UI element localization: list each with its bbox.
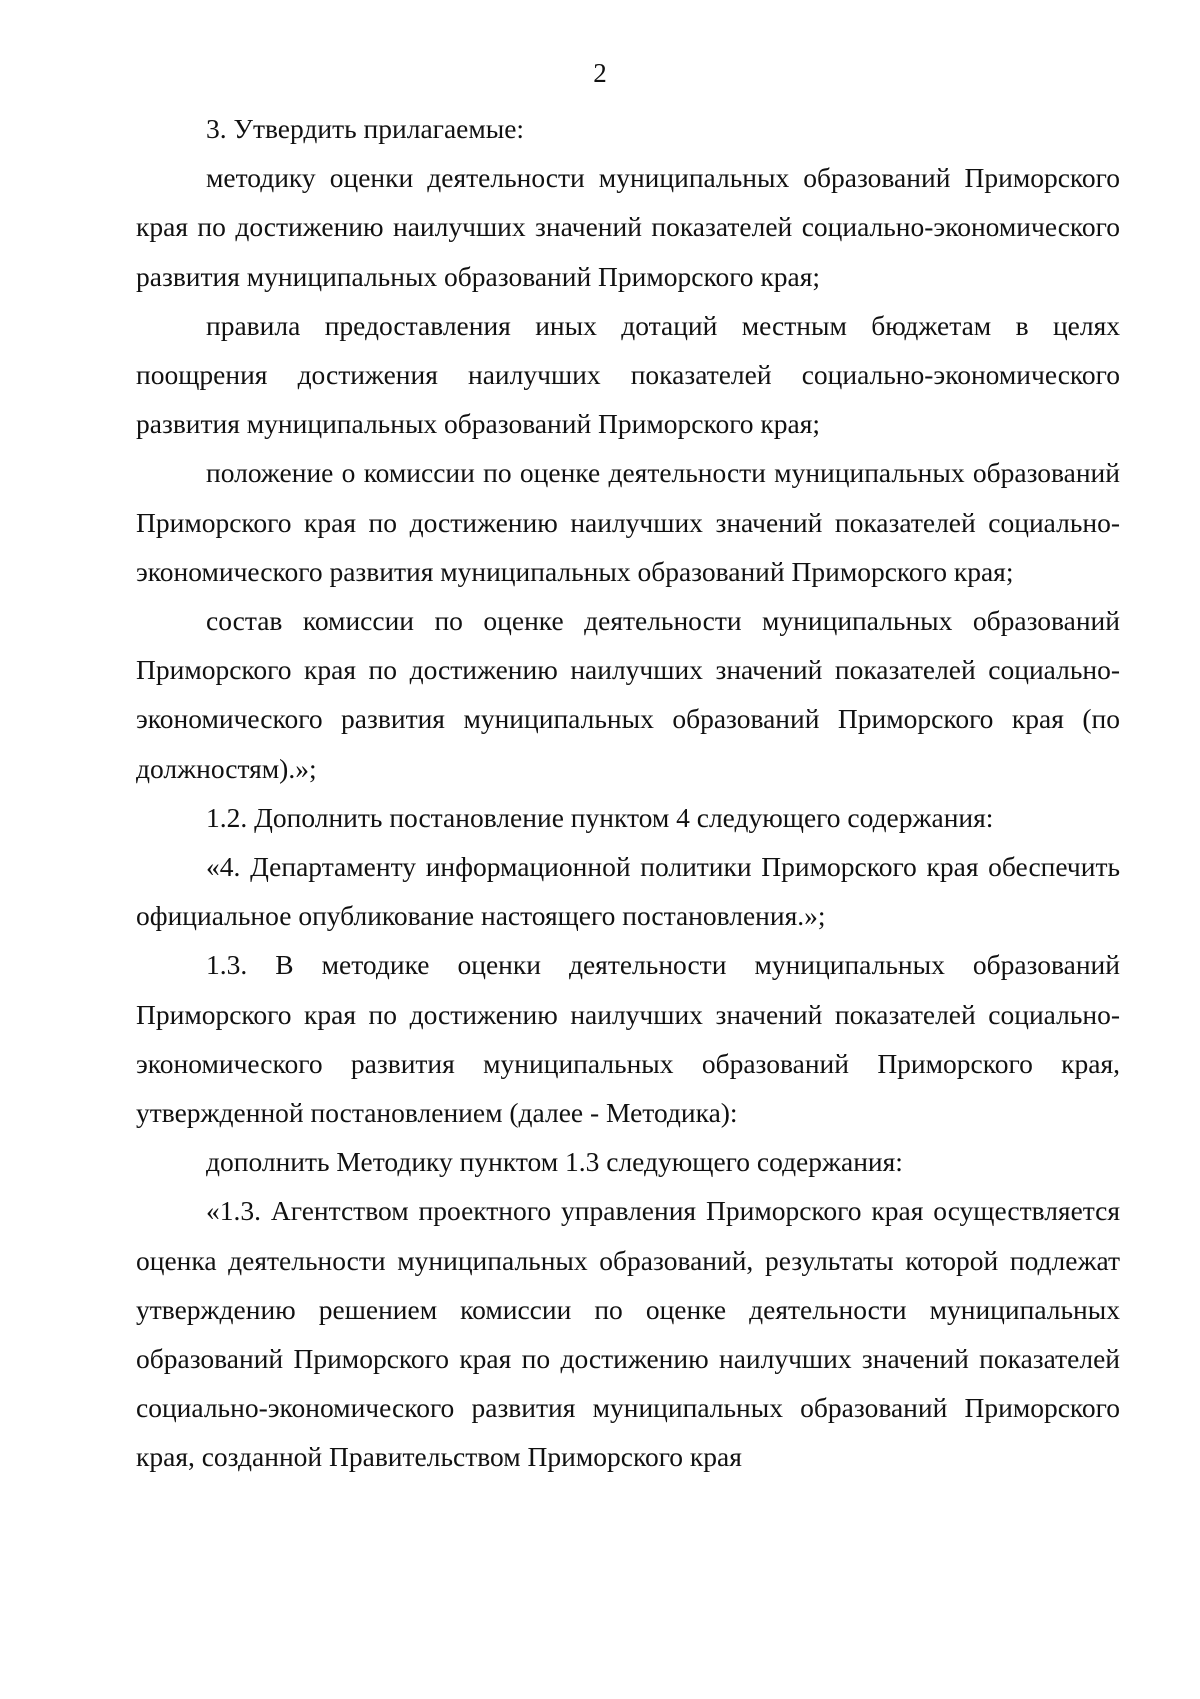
paragraph-subsidy-rules: правила предоставления иных дотаций местным бюджетам в целях поощрения достижения наилучших показателей социально-экономического развития муниципальных образований Приморского края;: [136, 309, 1120, 440]
paragraph-approve-intro: 3. Утвердить прилагаемые:: [206, 113, 525, 144]
paragraph-item-4: «4. Департаменту информационной политики Приморского края обеспечить официальное опубликование настоящего постановления.»;: [136, 851, 1120, 932]
paragraph-item-1-2: 1.2. Дополнить постановление пунктом 4 следующего содержания:: [206, 801, 994, 833]
paragraph-item-1-3: 1.3. В методике оценки деятельности муниципальных образований Приморского края по достижению наилучших значений показателей социально-экономического развития муниципальных образований Приморского края, утвержденной постановлением (далее - Методика):: [136, 949, 1120, 1129]
page-number: 2: [593, 58, 607, 88]
paragraph-methodology: методику оценки деятельности муниципальных образований Приморского края по достижению наилучших значений показателей социально-экономического развития муниципальных образований Приморского края;: [136, 162, 1120, 292]
paragraph-commission-composition: состав комиссии по оценке деятельности муниципальных образований Приморского края по достижению наилучших значений показателей социально-экономического развития муниципальных образований Приморского края (по должностям).»;: [136, 605, 1120, 784]
paragraph-commission-regulation: положение о комиссии по оценке деятельности муниципальных образований Приморского края по достижению наилучших значений показателей социально-экономического развития муниципальных образований Приморского края;: [136, 457, 1120, 587]
document-body: [136, 104, 1120, 1482]
paragraph-methodology-item-1-3: «1.3. Агентством проектного управления Приморского края осуществляется оценка деятельности муниципальных образований, результаты которой подлежат утверждению решением комиссии по оценке деятельности муниципальных образований Приморского края по достижению наилучших значений показателей социально-экономического развития муниципальных образований Приморского края, созданной Правительством Приморского края: [136, 1195, 1120, 1473]
paragraph-supplement-methodology: дополнить Методику пунктом 1.3 следующего содержания:: [206, 1146, 903, 1178]
